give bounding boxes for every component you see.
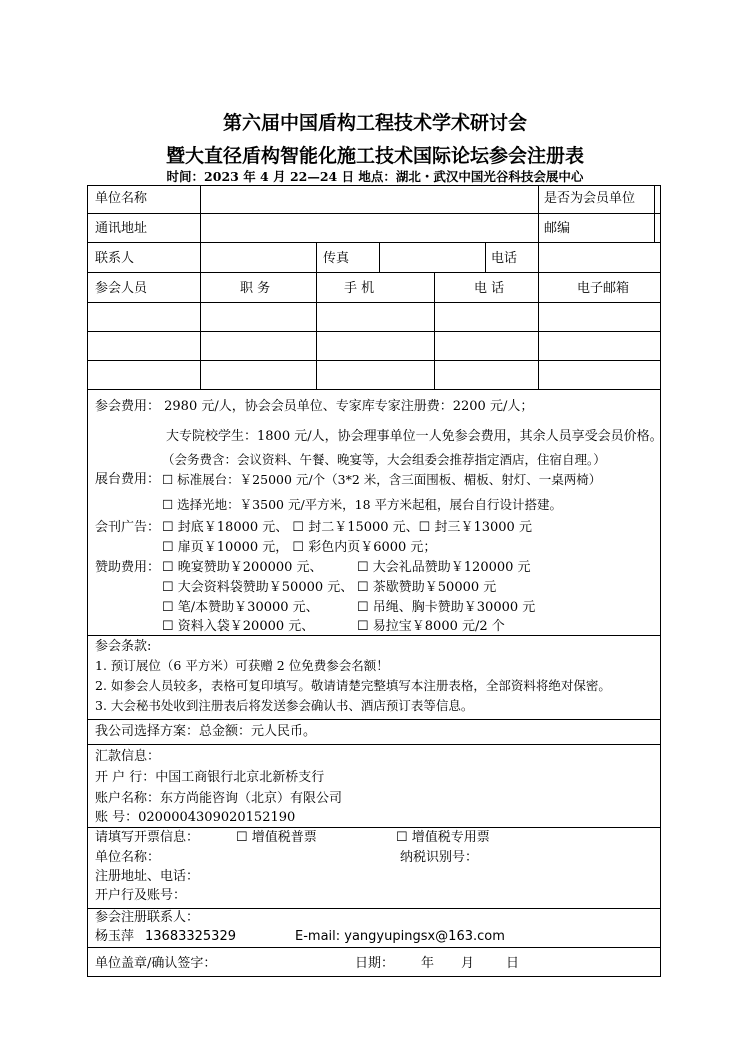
postcode-label: 邮编 <box>544 221 571 236</box>
row-divider <box>87 331 661 332</box>
col-divider <box>200 185 201 389</box>
phone-label: 电话 <box>491 251 518 266</box>
col-divider <box>538 185 539 302</box>
sponsor-option[interactable]: ☐ 大会礼品赞助￥120000 元 <box>357 560 531 575</box>
attendees-label: 参会人员 <box>95 281 148 296</box>
sponsor-option[interactable]: ☐ 晚宴赞助￥200000 元、 <box>162 560 323 575</box>
remit-account-name: 账户名称：东方尚能咨询（北京）有限公司 <box>95 791 343 806</box>
row-divider <box>87 947 661 948</box>
row-divider <box>87 213 661 214</box>
plan-choice: 我公司选择方案：总金额：元人民币。 <box>95 724 317 739</box>
contact-email[interactable]: E-mail: yangyupingsx@163.com <box>295 929 505 944</box>
row-divider <box>87 744 661 745</box>
sponsor-option[interactable]: ☐ 易拉宝￥8000 元/2 个 <box>357 619 505 634</box>
ad-options-2[interactable]: ☐ 扉页￥10000 元， ☐ 彩色内页￥6000 元； <box>162 540 437 555</box>
sign-year: 年 <box>421 956 435 971</box>
booth-label: 展台费用： <box>95 472 161 487</box>
row-divider <box>87 635 661 636</box>
sponsor-option[interactable]: ☐ 笔/本赞助￥30000 元、 <box>162 600 319 615</box>
terms-item: 3. 大会秘书处收到注册表后将发送参会确认书、酒店预订表等信息。 <box>95 698 474 713</box>
terms-item: 2. 如参会人员较多，表格可复印填写。敬请请楚完整填写本注册表格，全部资料将绝对保密。 <box>95 678 611 693</box>
fee-line-1: 参会费用： 2980 元/人，协会会员单位、专家库专家注册费：2200 元/人； <box>95 399 534 414</box>
row-divider <box>87 302 661 303</box>
contact-phone: 13683325329 <box>145 929 236 944</box>
col-divider <box>654 185 655 242</box>
position-header: 职 务 <box>240 281 271 296</box>
booth-option-space[interactable]: ☐ 选择光地：￥3500 元/平方米，18 平方米起租，展台自行设计搭建。 <box>162 497 563 512</box>
invoice-option-special[interactable]: ☐ 增值税专用票 <box>396 830 490 845</box>
row-divider <box>87 719 661 720</box>
row-divider <box>87 827 661 828</box>
ad-label: 会刊广告： <box>95 520 161 535</box>
time-location: 时间：2023 年 4 月 22—24 日 地点：湖北・武汉中国光谷科技会展中心 <box>166 169 584 184</box>
col-divider <box>316 242 317 389</box>
title-line1: 第六届中国盾构工程技术学术研讨会 <box>222 112 527 134</box>
invoice-unit-name: 单位名称： <box>95 850 161 865</box>
tel-header: 电 话 <box>474 281 505 296</box>
invoice-option-normal[interactable]: ☐ 增值税普票 <box>236 830 317 845</box>
col-divider <box>485 242 486 272</box>
col-divider <box>379 242 380 272</box>
ad-options-1[interactable]: ☐ 封底￥18000 元、 ☐ 封二￥15000 元、☐ 封三￥13000 元 <box>162 520 532 535</box>
sponsor-label: 赞助费用： <box>95 560 161 575</box>
row-divider <box>87 242 661 243</box>
contact-name: 杨玉萍 <box>95 929 135 944</box>
sponsor-option[interactable]: ☐ 大会资料袋赞助￥50000 元、 <box>162 580 354 595</box>
sponsor-option[interactable]: ☐ 茶歇赞助￥50000 元 <box>357 580 497 595</box>
is-member-label: 是否为会员单位 <box>544 191 636 206</box>
fax-label: 传真 <box>323 251 350 266</box>
col-divider <box>434 272 435 389</box>
booth-option-standard[interactable]: ☐ 标准展台：￥25000 元/个（3*2 米，含三面围板、楣板、射灯、一桌两椅） <box>162 472 602 487</box>
terms-item: 1. 预订展位（6 平方米）可获赠 2 位免费参会名额！ <box>95 658 389 673</box>
remit-account-no: 账 号：0200004309020152190 <box>95 810 296 825</box>
title-line2: 暨大直径盾构智能化施工技术国际论坛参会注册表 <box>165 145 584 167</box>
mobile-header: 手 机 <box>344 281 375 296</box>
email-header: 电子邮箱 <box>577 281 630 296</box>
terms-title: 参会条款: <box>95 639 152 654</box>
fee-line-2: 大专院校学生：1800 元/人，协会理事单位一人免参会费用，其余人员享受会员价格。 <box>166 429 663 444</box>
col-divider <box>538 302 539 389</box>
sign-month: 月 <box>461 956 475 971</box>
row-divider <box>87 272 661 273</box>
contact-title: 参会注册联系人： <box>95 910 200 925</box>
invoice-bank-account: 开户行及账号： <box>95 888 187 903</box>
sponsor-option[interactable]: ☐ 资料入袋￥20000 元、 <box>162 619 315 634</box>
unit-name-label: 单位名称 <box>95 191 148 206</box>
row-divider <box>87 360 661 361</box>
sign-label: 单位盖章/确认签字： <box>95 956 217 971</box>
invoice-address-phone: 注册地址、电话： <box>95 869 200 884</box>
invoice-tax-id: 纳税识别号： <box>400 850 479 865</box>
row-divider <box>87 908 661 909</box>
sign-date-label: 日期： <box>355 956 395 971</box>
contact-label: 联系人 <box>95 251 135 266</box>
sign-day: 日 <box>506 956 520 971</box>
address-label: 通讯地址 <box>95 221 148 236</box>
row-divider <box>87 389 661 390</box>
invoice-label: 请填写开票信息： <box>95 830 200 845</box>
remit-title: 汇款信息： <box>95 749 161 764</box>
sponsor-option[interactable]: ☐ 吊绳、胸卡赞助￥30000 元 <box>357 600 536 615</box>
fee-line-3: （会务费含：会议资料、午餐、晚宴等，大会组委会推荐指定酒店，住宿自理。） <box>162 452 606 467</box>
remit-bank: 开 户 行：中国工商银行北京北新桥支行 <box>95 770 325 785</box>
